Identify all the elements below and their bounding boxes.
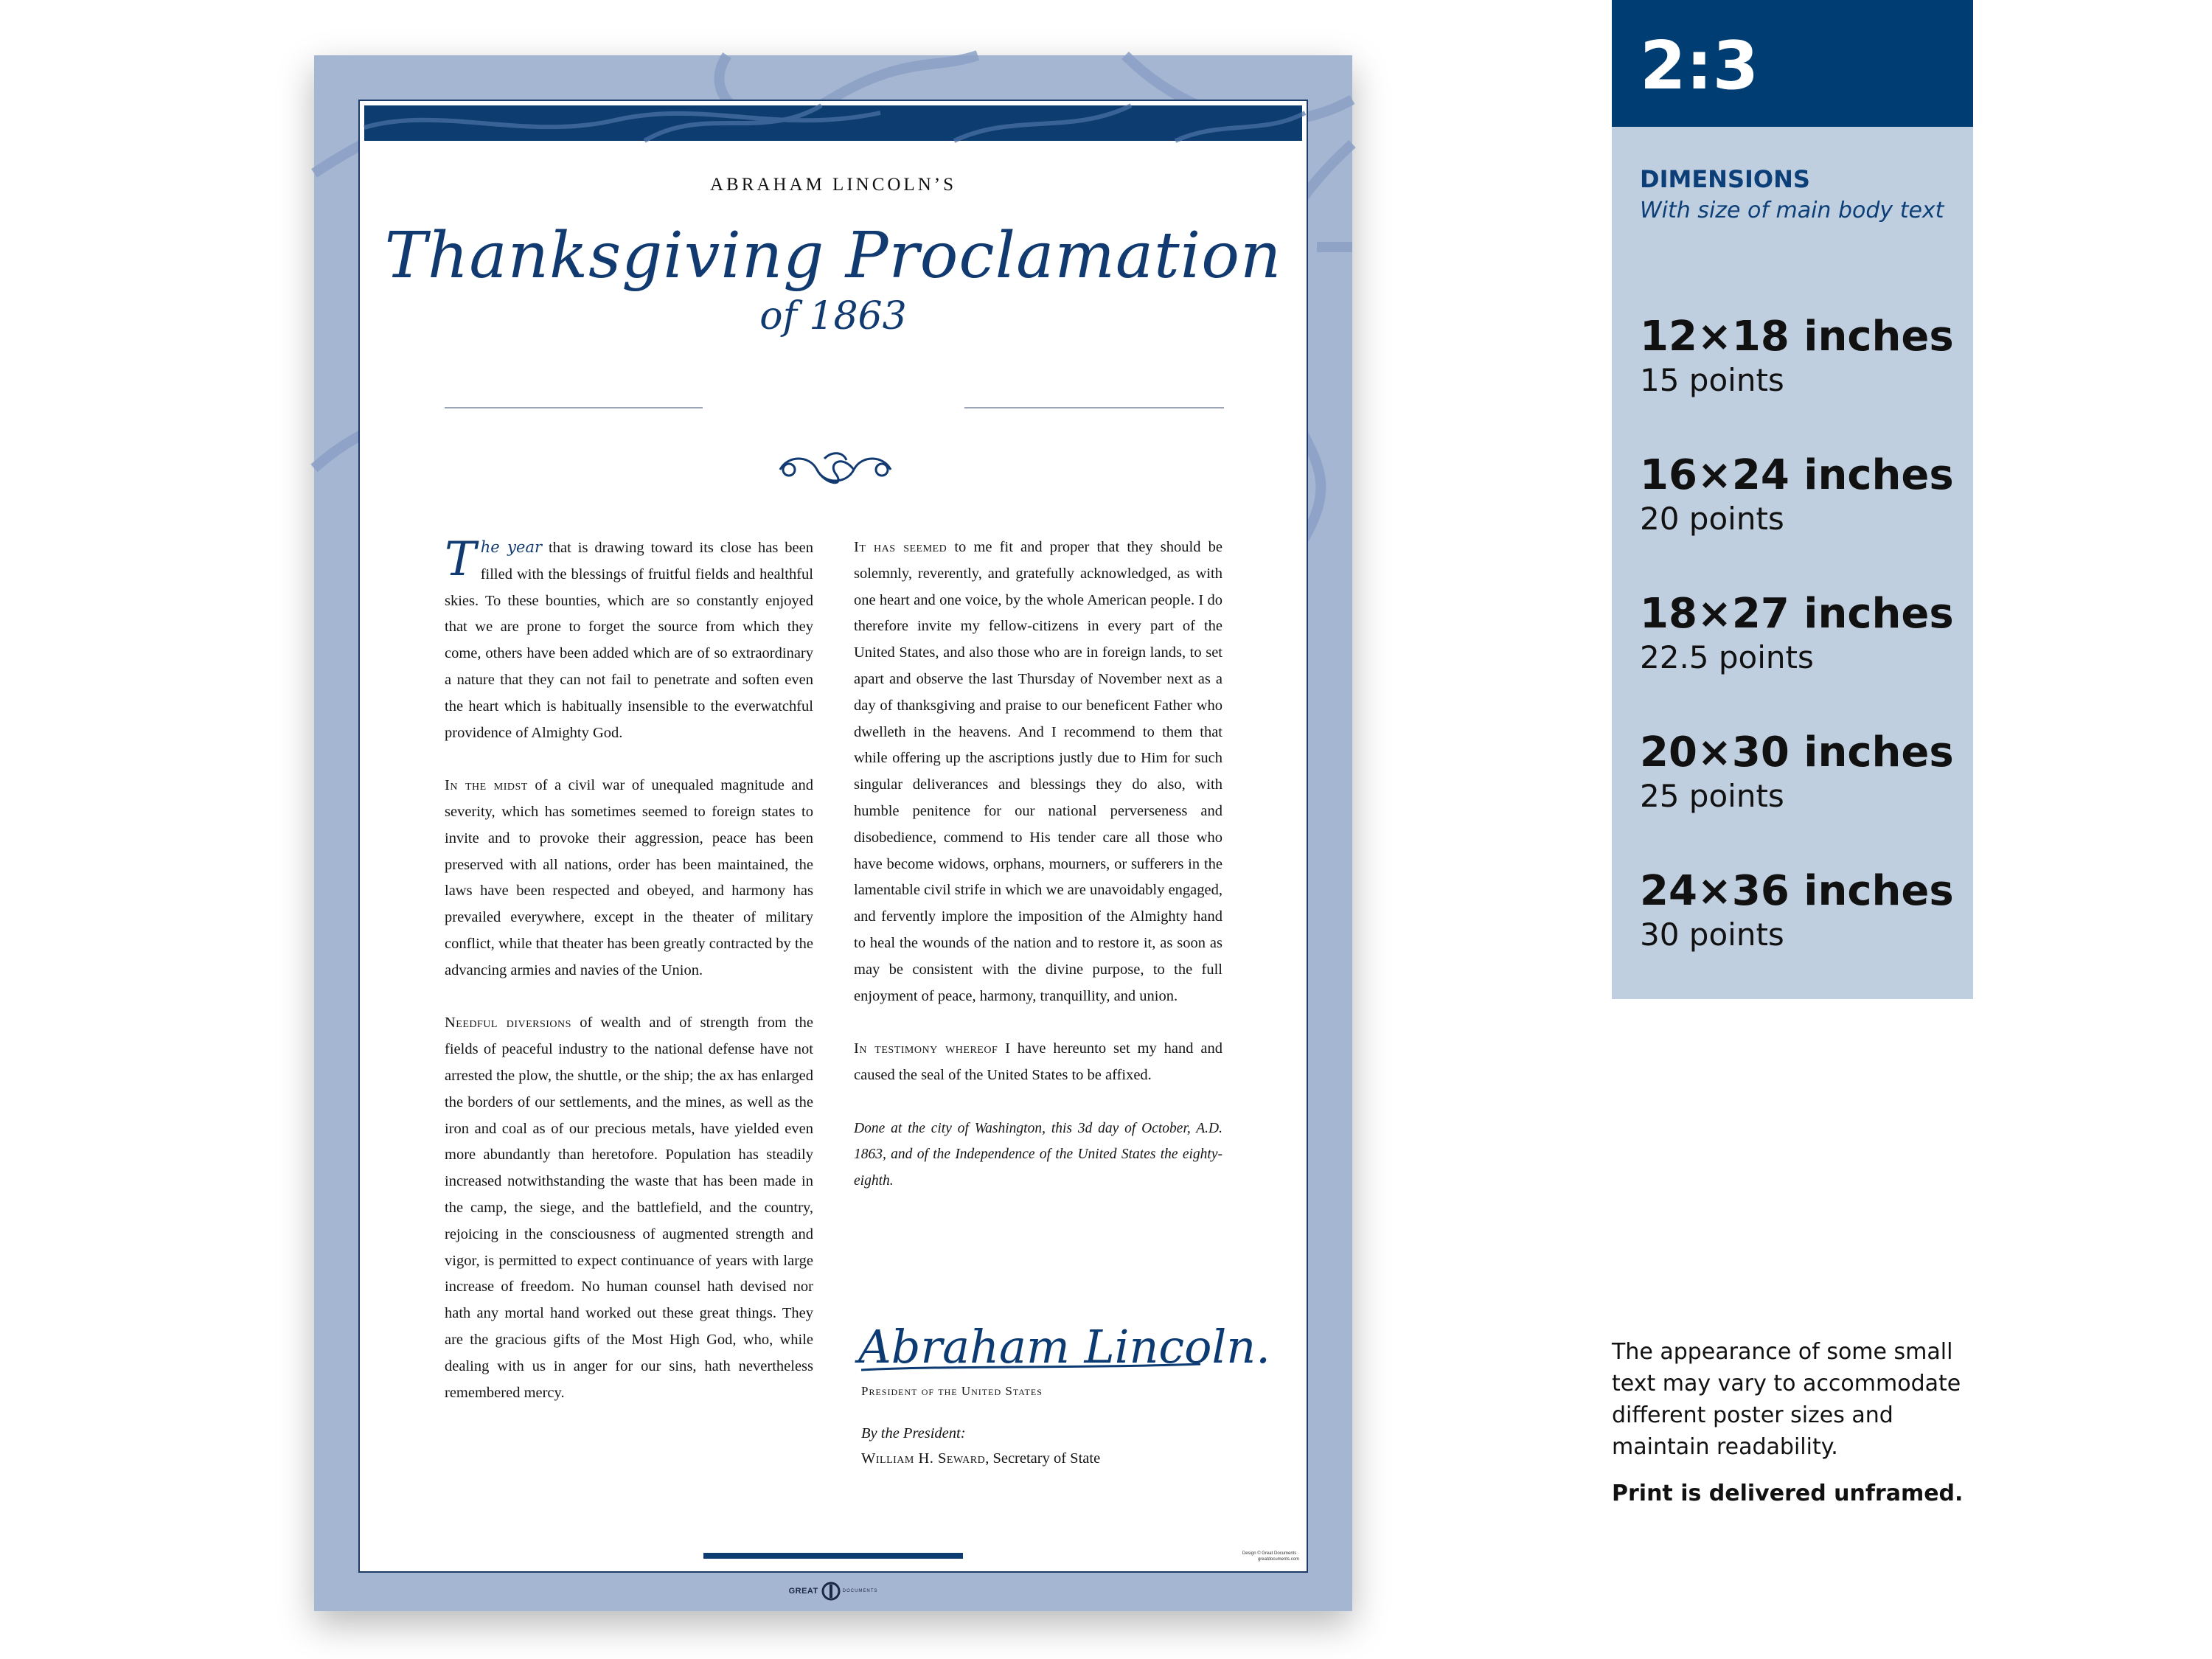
- proclamation-year: of 1863: [759, 294, 907, 338]
- paragraph-text: that is drawing toward its close has been filled with the blessings of fruitful fields and healthful skies. To these bounties, which are so constantly enjoyed that we are prone to forget the source from which they come, others have been added which are of so extraordinary a nature that they can not fail to penetrate and soften even the heart which is habitually insensible to the everwatchful providence of Almighty God.: [445, 540, 814, 741]
- logo-word: GREAT: [788, 1587, 818, 1596]
- top-band-flourish: [364, 105, 1305, 141]
- poster-preview: [314, 55, 1352, 1611]
- size-label: 18×27 inches: [1640, 590, 1954, 638]
- lead-in: In the midst: [445, 777, 528, 794]
- ratio-header: [1612, 0, 1973, 127]
- signature-title: President of the United States: [861, 1384, 1043, 1398]
- paragraph: [445, 532, 814, 746]
- title-rule-left: [445, 407, 703, 408]
- lead-in: It has seemed: [854, 539, 947, 555]
- design-credit: Design © Great Documents · greatdocuments.com: [1242, 1551, 1299, 1562]
- lead-in: Needful diversions: [445, 1015, 571, 1032]
- by-the-president: By the President:: [861, 1425, 966, 1441]
- paragraph-text: to me fit and proper that they should be solemnly, reverently, and gratefully acknowledged, as with one heart and one voice, by the whole American people. I do therefore invite my fellow-citizens in every part of the United States, and also those who are in foreign lands, to set apart and observe the last Thursday of November next as a day of thanksgiving and praise to our beneficent Father who dwelleth in the heavens. And I recommend to them that while offering up the ascriptions justly due to Him for such singular deliverances and blessings they do also, with humble penitence for our national perverseness and disobedience, commend to His tender care all those who have become widows, orphans, mourners, or sufferers in the lamentable civil strife in which we are unavoidably engaged, and fervently implore the imposition of the Almighty hand to heal the wounds of the nation and to restore it, as soon as may be consistent with the divine purpose, to the full enjoyment of peace, harmony, tranquillity, and union.: [854, 539, 1222, 1004]
- title-rule-right: [964, 407, 1224, 408]
- size-points: 15 points: [1640, 362, 1784, 398]
- drop-cap: T: [445, 532, 476, 587]
- paragraph: [854, 535, 1222, 1009]
- seward-line: [861, 1450, 1100, 1467]
- size-option-24x36: [1640, 867, 1964, 954]
- paragraph-text: of wealth and of strength from the fields of peaceful industry to the national defense have not arrested the plow, the shuttle, or the ship; the ax has enlarged the borders of our settlements, and the mines, as well as the iron and coal as of our precious metals, have yielded even more abundantly than heretofore. Population has steadily increased notwithstanding the waste that has been made in the camp, the siege, and the battlefield, and the country, rejoicing in the consciousness of augmented strength and vigor, is permitted to expect continuance of years with large increase of freedom. No human counsel hath devised nor hath any mortal hand worked out these great things. They are the gracious gifts of the Most High God, who, while dealing with us in anger for our sins, hath nevertheless remembered mercy.: [445, 1015, 813, 1401]
- poster-sheet: [358, 100, 1308, 1573]
- size-label: 16×24 inches: [1640, 451, 1954, 499]
- signature-text: Abraham Lincoln.: [858, 1320, 1270, 1374]
- dimensions-heading: DIMENSIONS: [1640, 165, 1810, 193]
- seward-name: William H. Seward: [861, 1450, 986, 1467]
- size-points: 20 points: [1640, 501, 1784, 537]
- logo-subword: DOCUMENTS: [842, 1589, 878, 1593]
- size-option-18x27: [1640, 590, 1964, 677]
- text-column-right: [854, 535, 1222, 1221]
- dated-line: Done at the city of Washington, this 3d day of October, A.D. 1863, and of the Independence of the United States the eighty-eighth.: [854, 1120, 1222, 1189]
- size-label: 24×36 inches: [1640, 867, 1954, 915]
- size-points: 25 points: [1640, 778, 1784, 814]
- bottom-band: [703, 1553, 963, 1559]
- size-points: 30 points: [1640, 917, 1784, 953]
- lincoln-signature: [854, 1314, 1270, 1380]
- size-option-16x24: [1640, 451, 1964, 538]
- aspect-ratio: 2:3: [1640, 27, 1759, 105]
- logo-icon: [821, 1582, 841, 1601]
- size-label: 12×18 inches: [1640, 313, 1954, 361]
- paragraph: [854, 1036, 1222, 1089]
- paragraph-text: I have hereunto set my hand and caused the seal of the United States to be affixed.: [854, 1040, 1222, 1083]
- top-band: [364, 105, 1302, 141]
- size-label: 20×30 inches: [1640, 728, 1954, 776]
- proclamation-title: Thanksgiving Proclamation: [384, 219, 1282, 293]
- flourish-ornament: [773, 444, 898, 495]
- great-documents-logo: [314, 1580, 1352, 1602]
- seward-role: , Secretary of State: [985, 1450, 1101, 1467]
- intro-phrase: he year: [480, 538, 543, 556]
- lead-in: In testimony whereof: [854, 1040, 998, 1057]
- paragraph-text: of a civil war of unequaled magnitude and severity, which has sometimes seemed to foreign states to invite and to provoke their aggression, peace has been preserved with all nations, order has been maintained, the laws have been respected and obeyed, and harmony has prevailed everywhere, except in the theater of military conflict, while that theater has been greatly contracted by the advancing armies and navies of the Union.: [445, 777, 813, 978]
- paragraph: [445, 1010, 813, 1406]
- dimensions-panel: [1612, 0, 1973, 999]
- dimensions-subheading: With size of main body text: [1640, 198, 1944, 223]
- text-column-left: [445, 532, 814, 1433]
- paragraph: [445, 773, 813, 984]
- size-option-20x30: [1640, 728, 1964, 815]
- size-points: 22.5 points: [1640, 639, 1814, 675]
- size-option-12x18: [1640, 313, 1964, 400]
- appearance-note: The appearance of some small text may vary to accommodate different poster sizes and maintain readability.: [1612, 1339, 1961, 1460]
- eyebrow-title: ABRAHAM LINCOLN’S: [710, 175, 956, 195]
- unframed-note: Print is delivered unframed.: [1612, 1481, 1964, 1506]
